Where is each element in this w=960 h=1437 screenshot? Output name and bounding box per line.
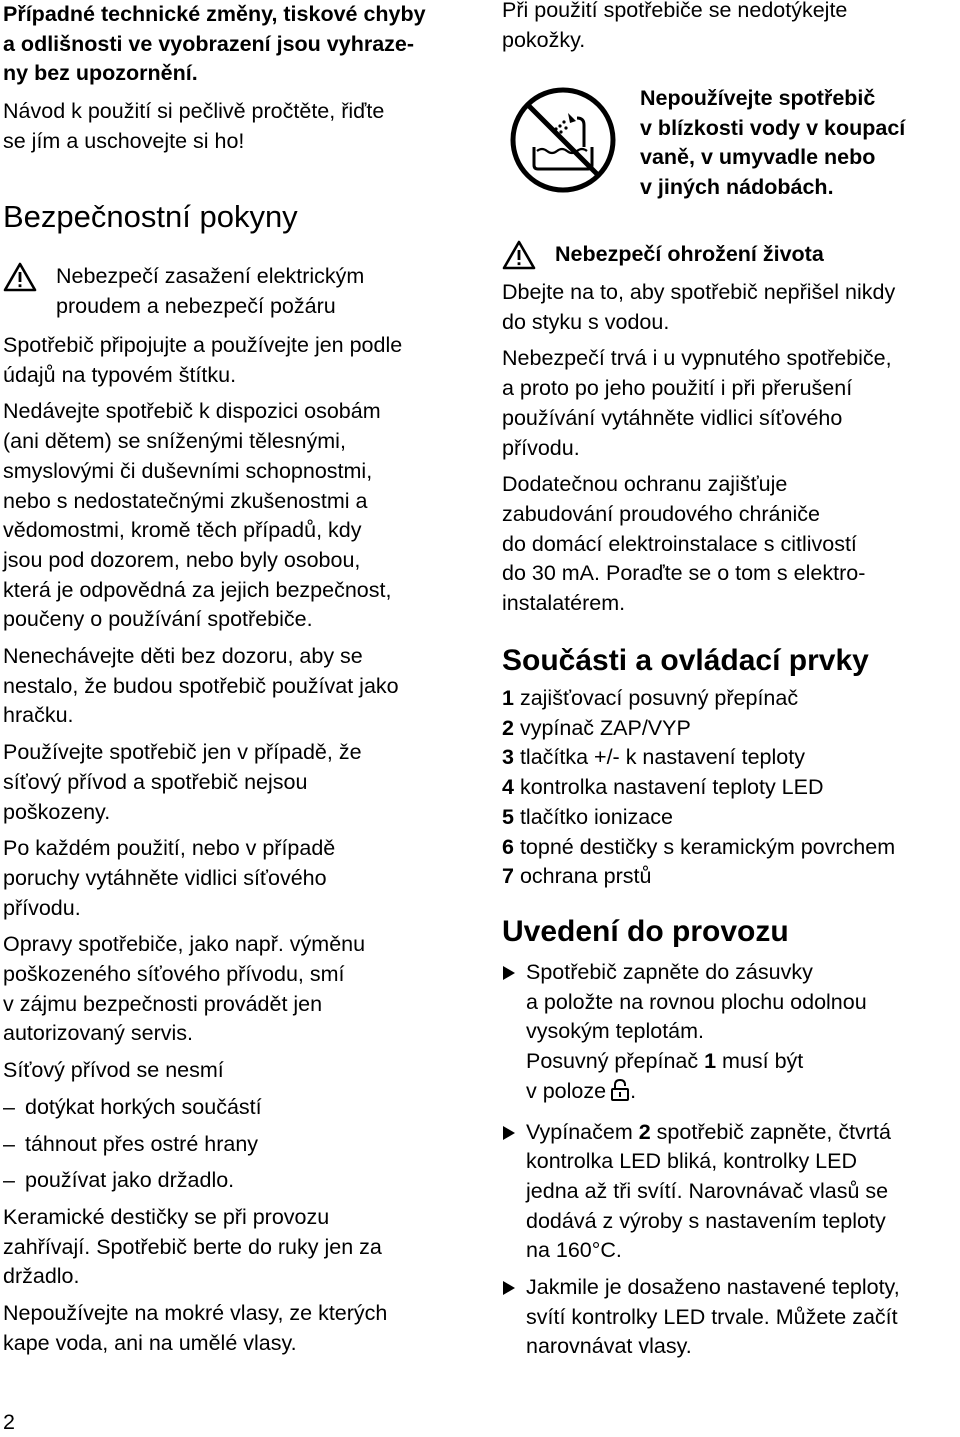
parts-list (502, 684, 958, 892)
paragraph: Nenechávejte děti bez dozoru, aby se nestalo, že budou spotřebič používat jako hračku. (3, 644, 399, 728)
cord-intro: Síťový přívod se nesmí (3, 1058, 224, 1083)
disclaimer: Případné technické změny, tiskové chyby a odlišnosti ve vyobrazení jsou vyhraze- ny bez upozornění. (3, 2, 426, 86)
paragraph: Keramické destičky se při provozu zahřívají. Spotřebič berte do ruky jen za držadlo. (3, 1204, 382, 1289)
warning-triangle-icon (3, 262, 37, 292)
step-item: Spotřebič zapněte do zásuvky a položte na rovnou plochu odolnou vysokým teplotám. Posuvný přepínač 1 musí být v poloze . (502, 958, 958, 1111)
paragraph: Nepoužívejte na mokré vlasy, ze kterých kape voda, ani na umělé vlasy. (3, 1301, 388, 1355)
bullet-arrow-icon (502, 1118, 526, 1267)
paragraph: Nedávejte spotřebič k dispozici osobám (ani dětem) se sníženými tělesnými, smyslovými či duševními schopnostmi, nebo s nedostatečnými zkušenostmi a vědomostmi, kromě těch případů, kdy jsou pod dozorem, nebo byly osobou, která je odpovědná za jejich bezpečnost, poučeny o používání spotřebiče. (3, 399, 392, 632)
list-item: – táhnout přes ostré hrany (3, 1131, 259, 1156)
list-item: 6 topné destičky s keramickým povrchem (502, 834, 896, 859)
list-item: 5 tlačítko ionizace (502, 804, 673, 829)
list-item: – používat jako držadlo. (3, 1168, 235, 1193)
paragraph: Dodatečnou ochranu zajišťuje zabudování proudového chrániče do domácí elektroinstalace s citlivostí do 30 mA. Poraďte se o tom s elektro- instalatérem. (502, 472, 866, 616)
paragraph: Opravy spotřebiče, jako např. výměnu poškozeného síťového přívodu, smí v zájmu bezpečnosti provádět jen autorizovaný servis. (3, 932, 366, 1046)
page-number: 2 (3, 1410, 15, 1434)
bullet-arrow-icon (502, 958, 526, 1111)
list-item: – dotýkat horkých součástí (3, 1094, 262, 1119)
bath-warning: Nepoužívejte spotřebič v blízkosti vody v koupací vaně, v umyvadle nebo v jiných nádobách. (640, 86, 906, 200)
life-paragraphs (502, 278, 958, 619)
startup-steps (502, 958, 958, 1362)
warning-electric: Nebezpečí zasažení elektrickým proudem a nebezpečí požáru (3, 262, 528, 321)
list-item: 7 ochrana prstů (502, 864, 652, 889)
startup-title: Uvedení do provozu (502, 915, 789, 948)
paragraph: Používejte spotřebič jen v případě, že síťový přívod a spotřebič nejsou poškozeny. (3, 740, 362, 824)
list-item: 2 vypínač ZAP/VYP (502, 715, 691, 740)
step-item: Vypínačem 2 spotřebič zapněte, čtvrtá kontrolka LED bliká, kontrolky LED jedna až tři svítí. Narovnávač vlasů se dodává z výroby s nastavením teploty na 160°C. (502, 1118, 958, 1267)
no-bath-water-icon (508, 85, 618, 200)
list-item: 3 tlačítka +/- k nastavení teploty (502, 745, 805, 770)
paragraph: Po každém použití, nebo v případě poruchy vytáhněte vidlici síťového přívodu. (3, 836, 336, 920)
step-item: Jakmile je dosaženo nastavené teploty, svítí kontrolky LED trvale. Můžete začít narovnávat vlasy. (502, 1273, 958, 1362)
paragraph: Dbejte na to, aby spotřebič nepřišel nikdy do styku s vodou. (502, 280, 896, 334)
padlock-icon (610, 1078, 630, 1111)
list-item: 1 zajišťovací posuvný přepínač (502, 686, 799, 710)
skin-warning: Při použití spotřebiče se nedotýkejte pokožky. (502, 0, 848, 52)
safety-paragraphs (3, 331, 475, 1359)
paragraph: Spotřebič připojujte a používejte jen podle údajů na typovém štítku. (3, 333, 403, 387)
warning-life: Nebezpečí ohrožení života (502, 240, 960, 270)
safety-title: Bezpečnostní pokyny (3, 199, 298, 234)
parts-title: Součásti a ovládací prvky (502, 644, 869, 677)
warning-triangle-icon (502, 240, 536, 270)
list-item: 4 kontrolka nastavení teploty LED (502, 775, 824, 800)
bullet-arrow-icon (502, 1273, 526, 1362)
read-instructions: Návod k použití si pečlivě pročtěte, řiďte se jím a uschovejte si ho! (3, 99, 385, 153)
paragraph: Nebezpečí trvá i u vypnutého spotřebiče, a proto po jeho použití i při přerušení používání vytáhněte vidlici síťového přívodu. (502, 346, 892, 460)
